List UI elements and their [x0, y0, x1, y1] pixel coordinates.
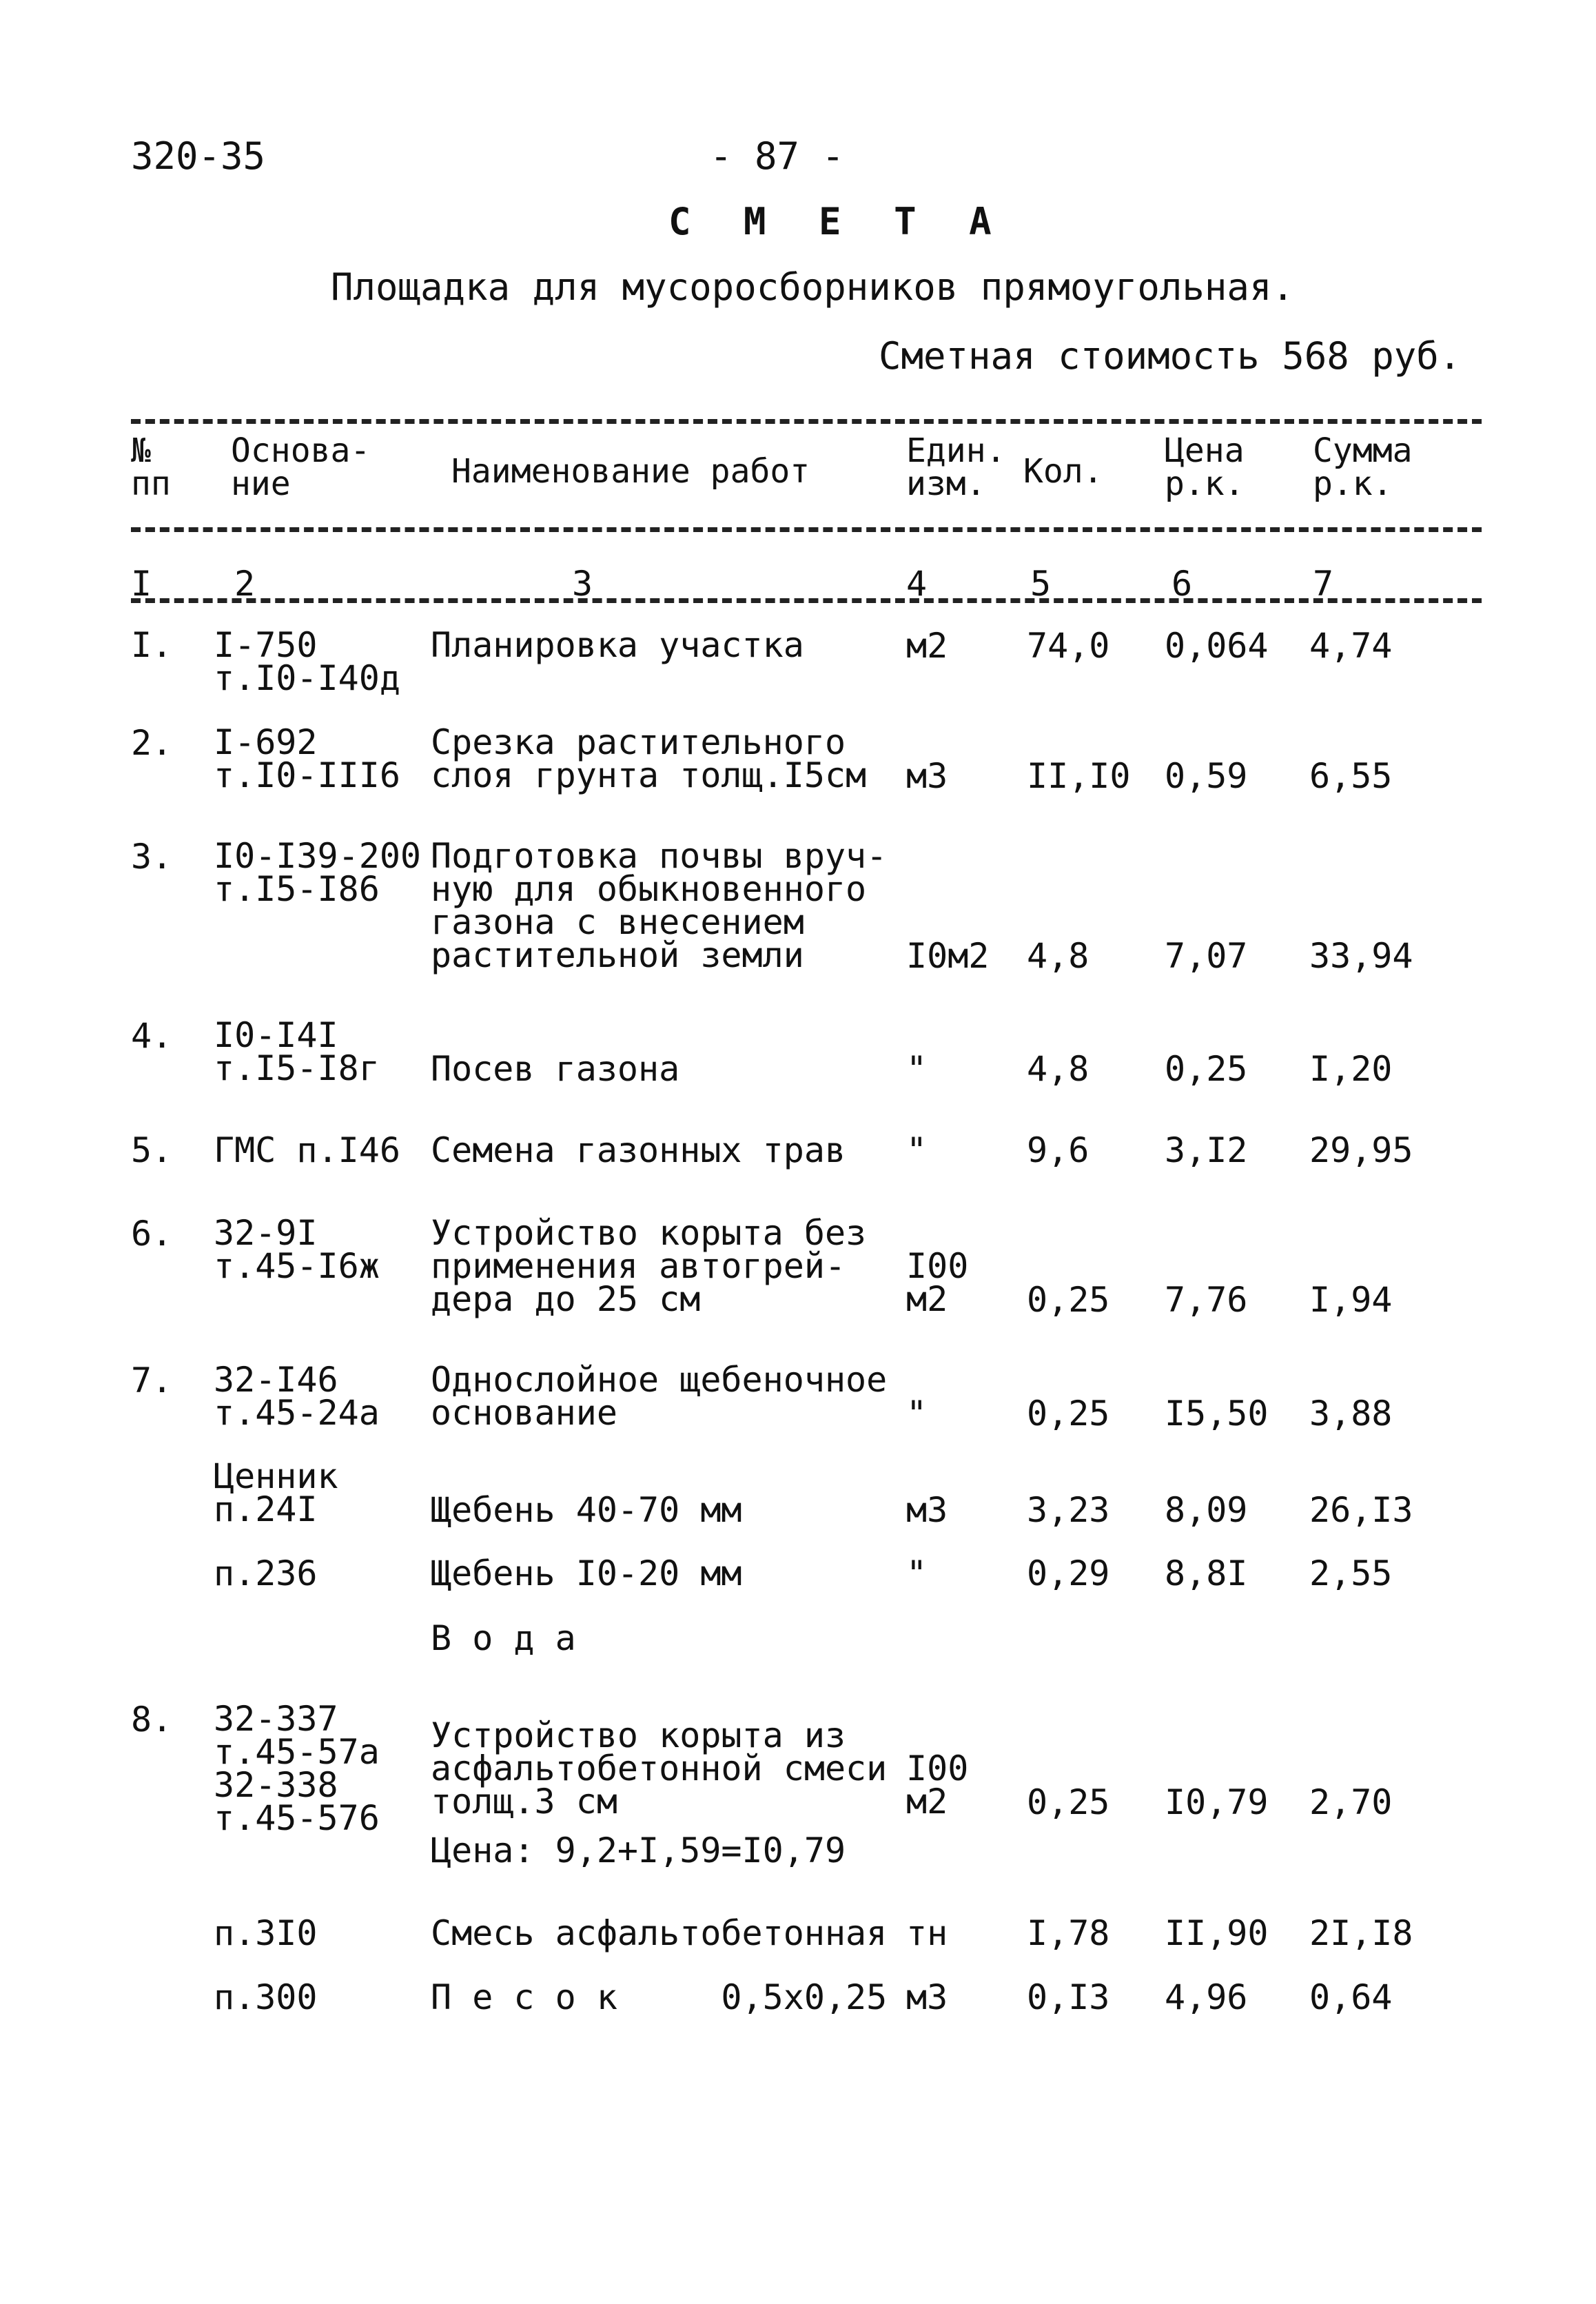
row-2-qty: II,I0	[1027, 756, 1131, 796]
row-8a-basis: п.3I0	[214, 1913, 318, 1953]
row-1-price: 0,064	[1165, 626, 1269, 666]
row-8-name: Устройство корыта из асфальтобетонной смеси толщ.3 см	[431, 1715, 888, 1822]
row-7b-price: 8,8I	[1165, 1553, 1248, 1593]
row-3-price: 7,07	[1165, 936, 1248, 976]
header-unit: Един. изм.	[906, 431, 1006, 503]
header-qty: Кол.	[1023, 452, 1103, 491]
row-5-name: Семена газонных трав	[431, 1130, 846, 1170]
row-7-sum: 3,88	[1309, 1394, 1393, 1434]
row-8a-name: Смесь асфальтобетонная	[431, 1913, 888, 1953]
row-7-qty: 0,25	[1027, 1394, 1110, 1434]
row-7a-name: Щебень 40-70 мм	[431, 1490, 742, 1530]
row-4-num: 4.	[131, 1016, 173, 1056]
row-1-qty: 74,0	[1027, 626, 1110, 666]
row-8b-price: 4,96	[1165, 1977, 1248, 2017]
header-basis: Основа- ние	[231, 431, 371, 503]
row-8a-sum: 2I,I8	[1309, 1913, 1413, 1953]
colnum-1: I	[131, 564, 152, 604]
row-8a-unit: тн	[906, 1913, 948, 1953]
row-7b-name: Щебень I0-20 мм	[431, 1553, 742, 1593]
row-2-num: 2.	[131, 723, 173, 763]
colnum-7: 7	[1313, 564, 1334, 604]
colnum-2: 2	[234, 564, 256, 604]
row-1-basis: I-750 т.I0-I40д	[214, 625, 400, 698]
row-1-unit: м2	[906, 626, 948, 666]
row-8b-basis: п.300	[214, 1977, 318, 2017]
row-7b-sum: 2,55	[1309, 1553, 1393, 1593]
row-7a-sum: 26,I3	[1309, 1490, 1413, 1530]
header-sum: Сумма р.к.	[1313, 431, 1413, 503]
row-water-label: В о д а	[431, 1618, 576, 1658]
row-1-name: Планировка участка	[431, 625, 804, 665]
row-2-name: Срезка растительного слоя грунта толщ.I5см	[431, 722, 867, 795]
row-7a-unit: м3	[906, 1490, 948, 1530]
row-8a-qty: I,78	[1027, 1913, 1110, 1953]
document-title: С М Е Т А	[668, 200, 1007, 243]
row-4-name: Посев газона	[431, 1049, 680, 1089]
page-number: - 87 -	[710, 134, 845, 178]
row-7-name: Однослойное щебеночное основание	[431, 1360, 888, 1433]
row-7-num: 7.	[131, 1360, 173, 1400]
row-3-num: 3.	[131, 837, 173, 877]
row-5-unit: "	[906, 1130, 928, 1170]
header-name: Наименование работ	[451, 452, 810, 491]
row-8-price-note: Цена: 9,2+I,59=I0,79	[431, 1831, 846, 1870]
estimated-cost: Сметная стоимость 568 руб.	[879, 334, 1462, 378]
row-8a-price: II,90	[1165, 1913, 1269, 1953]
row-7-unit: "	[906, 1394, 928, 1434]
row-3-sum: 33,94	[1309, 936, 1413, 976]
row-7b-qty: 0,29	[1027, 1553, 1110, 1593]
row-6-sum: I,94	[1309, 1280, 1393, 1320]
row-7b-unit: "	[906, 1553, 928, 1593]
row-7a-basis: Ценник п.24I	[214, 1456, 338, 1529]
row-5-price: 3,I2	[1165, 1130, 1248, 1170]
document-subtitle: Площадка для мусоросборников прямоугольная.	[331, 265, 1294, 309]
row-2-price: 0,59	[1165, 756, 1248, 796]
colnum-rule	[131, 598, 1482, 603]
row-6-name: Устройство корыта без применения автогрей- дера до 25 см	[431, 1213, 867, 1319]
row-7b-basis: п.236	[214, 1553, 318, 1593]
row-1-sum: 4,74	[1309, 626, 1393, 666]
doc-code: 320-35	[131, 134, 266, 178]
row-4-qty: 4,8	[1027, 1049, 1089, 1089]
colnum-5: 5	[1030, 564, 1052, 604]
row-7a-price: 8,09	[1165, 1490, 1248, 1530]
header-price: Цена р.к.	[1165, 431, 1245, 503]
header-bottom-rule	[131, 527, 1482, 532]
row-5-qty: 9,6	[1027, 1130, 1089, 1170]
colnum-6: 6	[1172, 564, 1193, 604]
row-5-num: 5.	[131, 1130, 173, 1170]
row-3-qty: 4,8	[1027, 936, 1089, 976]
row-5-sum: 29,95	[1309, 1130, 1413, 1170]
row-5-basis: ГМС п.I46	[214, 1130, 400, 1170]
row-6-num: 6.	[131, 1214, 173, 1254]
row-6-unit: I00 м2	[906, 1246, 969, 1319]
row-8-unit: I00 м2	[906, 1749, 969, 1822]
row-6-price: 7,76	[1165, 1280, 1248, 1320]
row-3-basis: I0-I39-200 т.I5-I86	[214, 836, 422, 909]
row-8-qty: 0,25	[1027, 1782, 1110, 1822]
colnum-4: 4	[906, 564, 928, 604]
row-8-price: I0,79	[1165, 1782, 1269, 1822]
table-top-rule	[131, 419, 1482, 424]
row-8b-unit: м3	[906, 1977, 948, 2017]
row-4-price: 0,25	[1165, 1049, 1248, 1089]
colnum-3: 3	[572, 564, 593, 604]
row-8-sum: 2,70	[1309, 1782, 1393, 1822]
row-4-sum: I,20	[1309, 1049, 1393, 1089]
row-7-price: I5,50	[1165, 1394, 1269, 1434]
row-2-unit: м3	[906, 756, 948, 796]
row-7-basis: 32-I46 т.45-24а	[214, 1360, 380, 1433]
row-8-basis: 32-337 т.45-57а 32-338 т.45-576	[214, 1699, 380, 1838]
row-7a-qty: 3,23	[1027, 1490, 1110, 1530]
row-8b-qty: 0,I3	[1027, 1977, 1110, 2017]
row-4-unit: "	[906, 1049, 928, 1089]
row-4-basis: I0-I4I т.I5-I8г	[214, 1015, 380, 1088]
row-8-num: 8.	[131, 1700, 173, 1740]
row-6-basis: 32-9I т.45-I6ж	[214, 1213, 380, 1286]
row-8b-sum: 0,64	[1309, 1977, 1393, 2017]
row-3-unit: I0м2	[906, 936, 990, 976]
row-6-qty: 0,25	[1027, 1280, 1110, 1320]
row-2-basis: I-692 т.I0-III6	[214, 722, 400, 795]
row-3-name: Подготовка почвы вруч- ную для обыкновенного газона с внесением растительной земли	[431, 836, 888, 975]
header-num: № пп	[131, 431, 171, 503]
row-1-num: I.	[131, 625, 173, 665]
row-2-sum: 6,55	[1309, 756, 1393, 796]
row-8b-name: П е с о к 0,5х0,25	[431, 1977, 888, 2017]
